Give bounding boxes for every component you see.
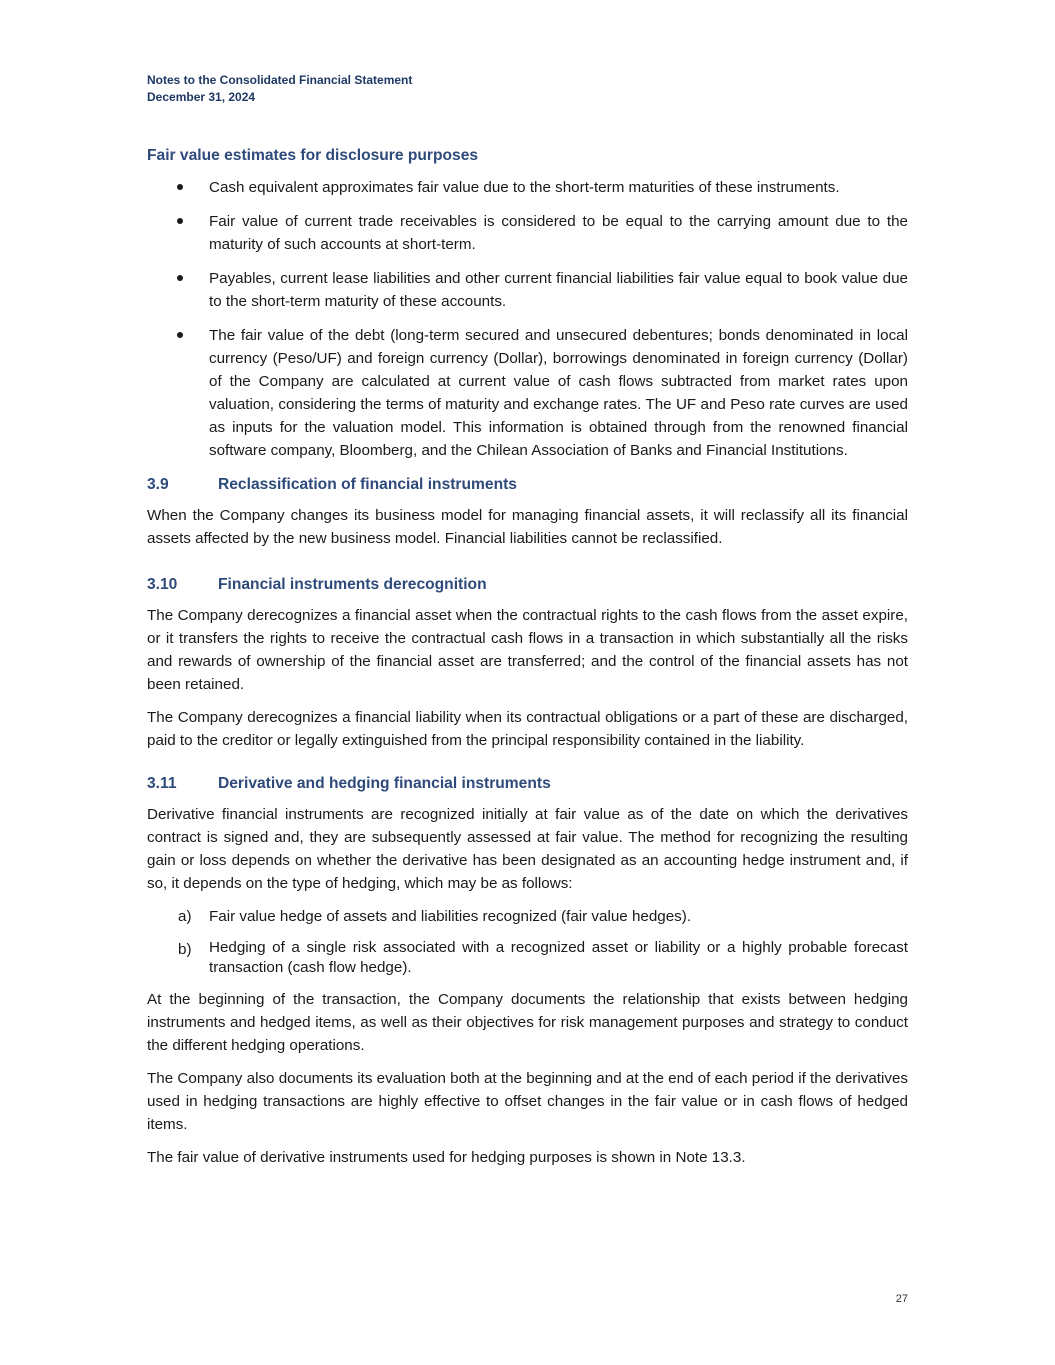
fair-value-heading: Fair value estimates for disclosure purposes	[147, 147, 479, 164]
hedge-type-list	[147, 905, 908, 978]
list-item-text: Fair value hedge of assets and liabilities recognized (fair value hedges).	[209, 908, 692, 925]
section-title: Financial instruments derecognition	[218, 576, 487, 593]
list-item	[147, 905, 908, 928]
page-number: 27	[895, 1293, 908, 1305]
section-3-10-paragraph-1: The Company derecognizes a financial asset when the contractual rights to the cash flows from the asset expire, or it transfers the rights to receive the contractual cash flows in a transaction in which substantially all the risks and rewards of ownership of the financial asset are transferred; and the control of the financial assets has not been retained.	[147, 607, 908, 693]
page-content	[147, 146, 908, 1169]
bullet-icon	[177, 275, 183, 281]
section-3-11-heading	[147, 774, 908, 794]
section-3-11-paragraph-2: At the beginning of the transaction, the Company documents the relationship that exists between hedging instruments and hedged items, as well as their objectives for risk management purposes and strategy to conduct the different hedging operations.	[147, 991, 908, 1054]
section-3-9-heading	[147, 475, 908, 495]
bullet-text: Cash equivalent approximates fair value due to the short-term maturities of these instruments.	[209, 179, 840, 196]
section-title: Derivative and hedging financial instruments	[218, 775, 551, 792]
bullet-icon	[177, 332, 183, 338]
bullet-text: Payables, current lease liabilities and other current financial liabilities fair value equal to book value due to the short-term maturity of these accounts.	[209, 270, 908, 310]
list-item	[147, 176, 908, 199]
section-3-10-paragraph-2: The Company derecognizes a financial liability when its contractual obligations or a part of these are discharged, paid to the creditor or legally extinguished from the principal responsibility contained in the liability.	[147, 709, 908, 749]
page-header	[147, 72, 412, 106]
list-item	[147, 324, 908, 462]
header-title: Notes to the Consolidated Financial Statement	[147, 73, 413, 87]
list-item-text: Hedging of a single risk associated with a recognized asset or liability or a highly probable forecast transaction (cash flow hedge).	[209, 939, 908, 976]
list-item	[147, 267, 908, 313]
fair-value-bullet-list	[147, 176, 908, 462]
list-item	[147, 210, 908, 256]
list-item	[147, 938, 908, 978]
header-date: December 31, 2024	[147, 90, 256, 104]
section-number: 3.11	[147, 775, 177, 792]
bullet-text: The fair value of the debt (long-term secured and unsecured debentures; bonds denominated in local currency (Peso/UF) and foreign currency (Dollar), borrowings denominated in foreign currency (Dollar) of the Company are calculated at current value of cash flows subtracted from market rates upon valuation, considering the terms of maturity and exchange rates. The UF and Peso rate curves are used as inputs for the valuation model. This information is obtained through from the renowned financial software company, Bloomberg, and the Chilean Association of Banks and Financial Institutions.	[209, 327, 908, 459]
bullet-icon	[177, 184, 183, 190]
document-page	[147, 0, 908, 1365]
list-marker: b)	[178, 941, 192, 958]
section-3-11-paragraph-1: Derivative financial instruments are recognized initially at fair value as of the date on which the derivatives contract is signed and, they are subsequently assessed at fair value. The method for recognizing the resulting gain or loss depends on whether the derivative has been designated as an accounting hedge instrument and, if so, it depends on the type of hedging, which may be as follows:	[147, 806, 908, 892]
section-3-11-paragraph-4: The fair value of derivative instruments used for hedging purposes is shown in Note 13.3.	[147, 1149, 746, 1166]
section-number: 3.9	[147, 476, 169, 493]
section-title: Reclassification of financial instruments	[218, 476, 517, 493]
section-3-11-paragraph-3: The Company also documents its evaluation both at the beginning and at the end of each period if the derivatives used in hedging transactions are highly effective to offset changes in the fair value or in cash flows of hedged items.	[147, 1070, 908, 1133]
bullet-icon	[177, 218, 183, 224]
section-3-10-heading	[147, 575, 908, 595]
section-3-9-paragraph: When the Company changes its business model for managing financial assets, it will reclassify all its financial assets affected by the new business model. Financial liabilities cannot be reclassified.	[147, 507, 908, 547]
list-marker: a)	[178, 908, 192, 925]
bullet-text: Fair value of current trade receivables is considered to be equal to the carrying amount due to the maturity of such accounts at short-term.	[209, 213, 908, 253]
section-number: 3.10	[147, 576, 178, 593]
